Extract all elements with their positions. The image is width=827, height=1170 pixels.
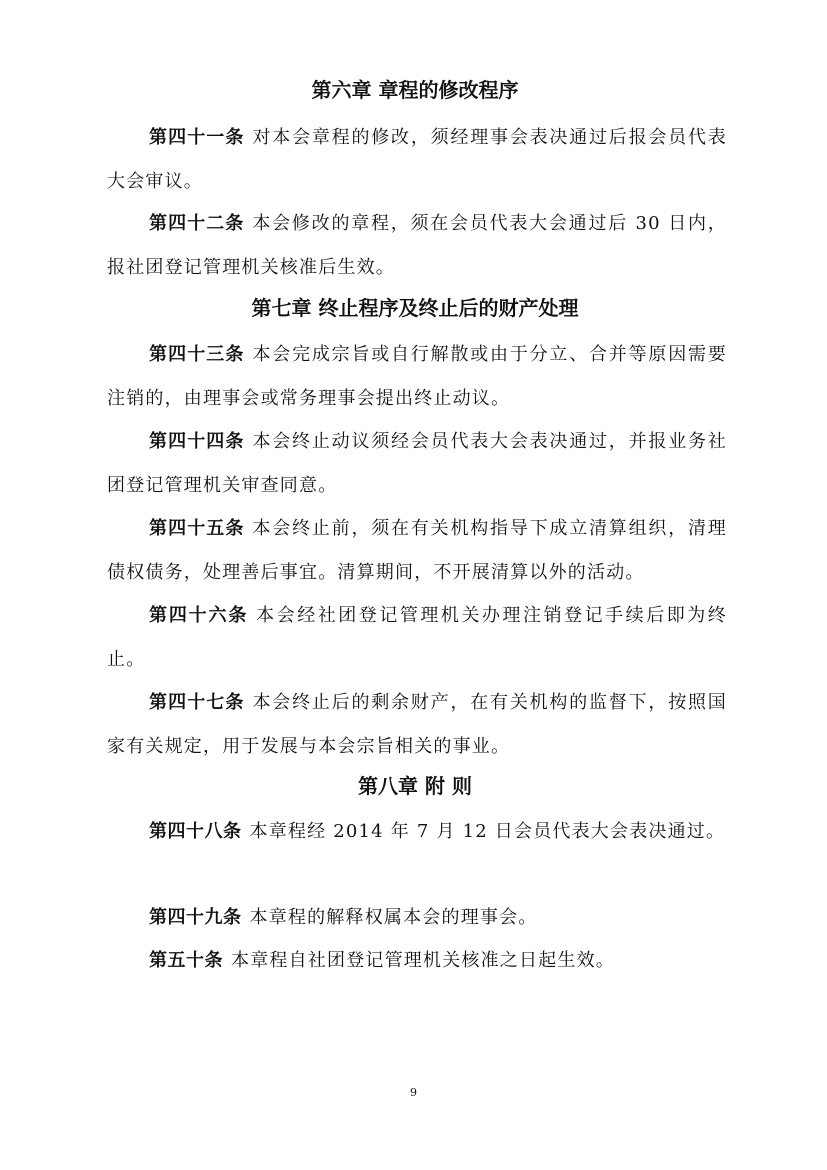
chapter-7-title: 第七章 终止程序及终止后的财产处理: [251, 296, 579, 320]
article-number: 第四十一条: [149, 127, 245, 148]
article-text: 本会终止动议须经会员代表大会表决通过，并报业务社团登记管理机关审查同意。: [107, 431, 727, 496]
article-text: 本会终止前，须在有关机构指导下成立清算组织，清理债权债务，处理善后事宜。清算期间，不开展清算以外的活动。: [107, 518, 727, 583]
article-number: 第四十三条: [149, 344, 245, 365]
article-text: 本会终止后的剩余财产，在有关机构的监督下，按照国家有关规定，用于发展与本会宗旨相关的事业。: [107, 692, 727, 757]
article-45: [107, 507, 727, 595]
article-number: 第四十七条: [149, 692, 245, 713]
article-text: 对本会章程的修改，须经理事会表决通过后报会员代表大会审议。: [107, 127, 727, 192]
article-number: 第四十八条: [149, 821, 242, 842]
article-text: 本章程自社团登记管理机关核准之日起生效。: [231, 950, 615, 971]
article-number: 第四十二条: [149, 213, 245, 234]
article-number: 第五十条: [149, 950, 223, 971]
article-46: [107, 594, 727, 682]
article-number: 第四十五条: [149, 518, 245, 539]
article-number: 第四十四条: [149, 431, 245, 452]
article-text: 本会经社团登记管理机关办理注销登记手续后即为终止。: [107, 605, 727, 670]
article-44: [107, 420, 727, 508]
article-42: [107, 202, 727, 290]
article-48: [107, 810, 727, 854]
article-47: [107, 681, 727, 769]
article-text: 本会修改的章程，须在会员代表大会通过后 30 日内，报社团登记管理机关核准后生效。: [107, 213, 728, 278]
article-49: [107, 896, 727, 940]
article-number: 第四十九条: [149, 907, 242, 928]
chapter-8-title: 第八章 附 则: [358, 774, 472, 798]
article-text: 本章程经 2014 年 7 月 12 日会员代表大会表决通过。: [249, 821, 726, 842]
chapter-6-title: 第六章 章程的修改程序: [311, 78, 519, 102]
article-text: 本会完成宗旨或自行解散或由于分立、合并等原因需要注销的，由理事会或常务理事会提出终止动议。: [107, 344, 727, 409]
page-number: 9: [410, 1086, 417, 1099]
article-50: [107, 939, 727, 983]
article-number: 第四十六条: [149, 605, 249, 626]
article-43: [107, 333, 727, 421]
article-41: [107, 116, 727, 204]
article-text: 本章程的解释权属本会的理事会。: [249, 907, 538, 928]
